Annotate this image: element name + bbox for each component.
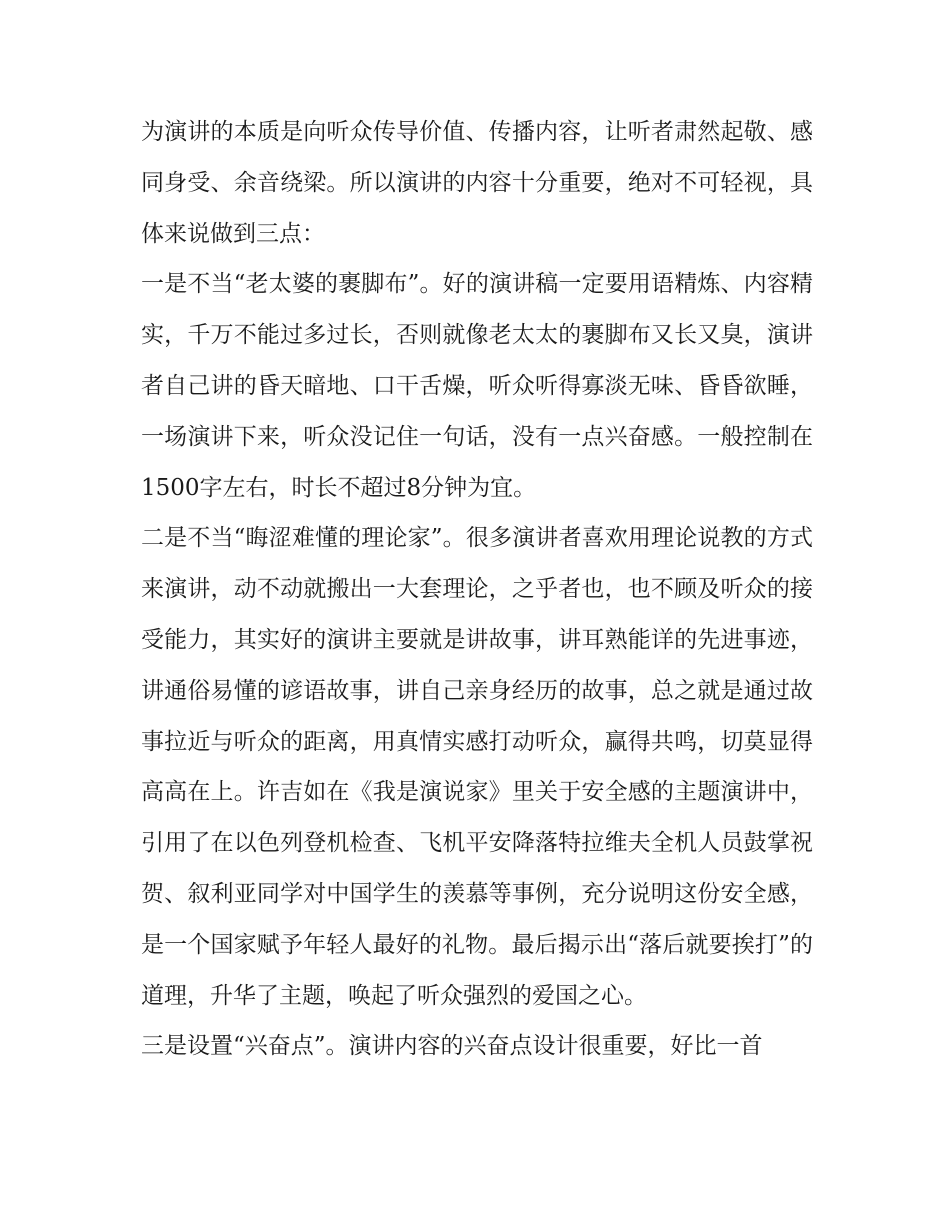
paragraph-point-three: 三是设置“兴奋点”。演讲内容的兴奋点设计很重要，好比一首 [141, 1033, 763, 1060]
paragraph-point-one: 一是不当“老太婆的裹脚布”。好的演讲稿一定要用语精炼、内容精实，千万不能过多过长，否则就像老太太的裹脚布又长又臭，演讲者自己讲的昏天暗地、口干舌燥，听众听得寡淡无味、昏昏欲睡，一场演讲下来，听众没记住一句话，没有一点兴奋感。一般控制在1500字左右，时长不超过8分钟为宜。 [141, 271, 813, 501]
paragraph-point-two: 二是不当“晦涩难懂的理论家”。很多演讲者喜欢用理论说教的方式来演讲，动不动就搬出一大套理论，之乎者也，也不顾及听众的接受能力，其实好的演讲主要就是讲故事，讲耳熟能详的先进事迹，讲通俗易懂的谚语故事，讲自己亲身经历的故事，总之就是通过故事拉近与听众的距离，用真情实感打动听众，赢得共鸣，切莫显得高高在上。许吉如在《我是演说家》里关于安全感的主题演讲中，引用了在以色列登机检查、飞机平安降落特拉维夫全机人员鼓掌祝贺、叙利亚同学对中国学生的羡慕等事例，充分说明这份安全感，是一个国家赋予年轻人最好的礼物。最后揭示出“落后就要挨打”的道理，升华了主题，唤起了听众强烈的爱国之心。 [141, 525, 813, 1009]
paragraph-intro: 为演讲的本质是向听众传导价值、传播内容，让听者肃然起敬、感同身受、余音绕梁。所以演讲的内容十分重要，绝对不可轻视，具体来说做到三点： [141, 119, 813, 247]
document-page [141, 107, 813, 1072]
